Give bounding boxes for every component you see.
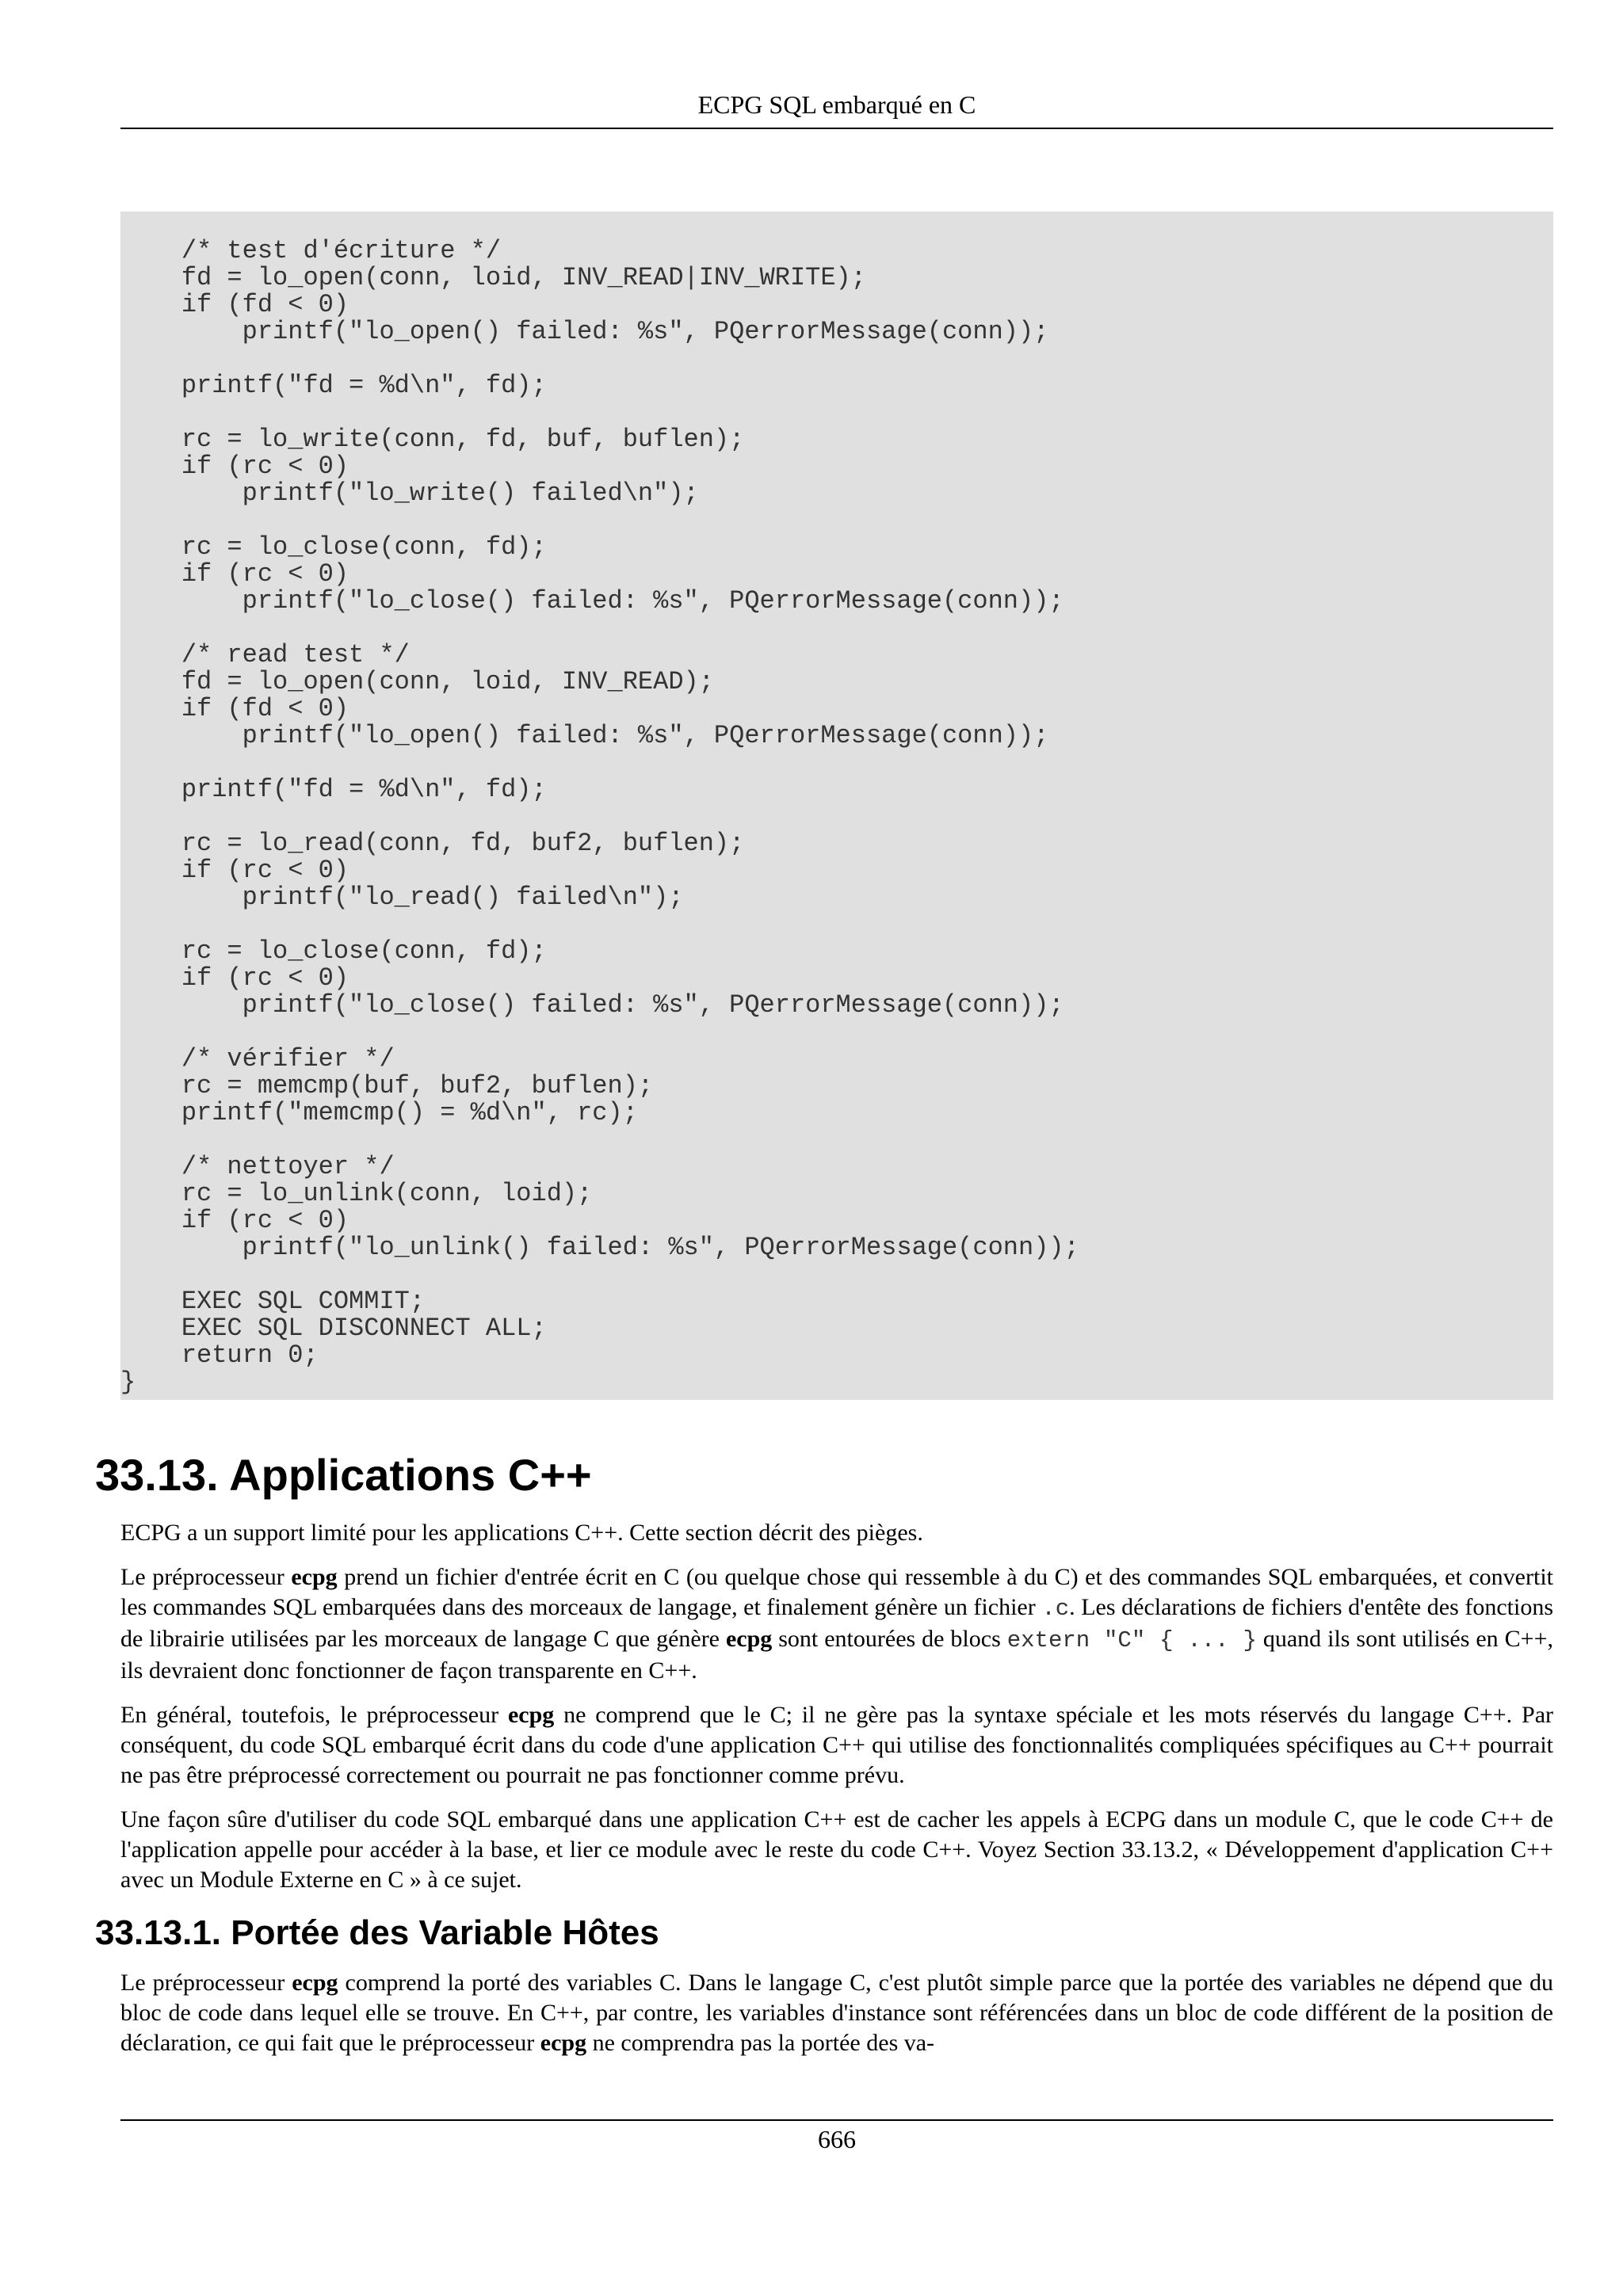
- scope-paragraph: Le préprocesseur ecpg comprend la porté des variables C. Dans le langage C, c'est plutôt simple parce que la portée des variables ne dépend que du bloc de code dans lequel elle se trouve. En C++, par contre, les variables d'instance sont référencées dans un bloc de code différent de la position de déclaration, ce qui fait que le préprocesseur ecpg ne comprendra pas la portée des va-: [120, 1970, 1553, 2056]
- main-content: [95, 1450, 1553, 2073]
- section-title: 33.13. Applications C++: [95, 1450, 592, 1500]
- header-rule: [120, 128, 1553, 129]
- inline-code: extern "C" { ... }: [1006, 1627, 1257, 1653]
- ecpg-term: ecpg: [507, 1702, 555, 1728]
- subsection-title: 33.13.1. Portée des Variable Hôtes: [95, 1913, 659, 1952]
- ecpg-term: ecpg: [725, 1626, 773, 1652]
- preprocessor-paragraph: Le préprocesseur ecpg prend un fichier d'entrée écrit en C (ou quelque chose qui ressemble à du C) et des commandes SQL embarquées, et convertit les commandes SQL embarquées dans des morceaux de langage, et finalement génère un fichier .c. Les déclarations de fichiers d'entête des fonctions de librairie utilisées par les morceaux de langage C que génère ecpg sont entourées de blocs extern "C" { ... } quand ils sont utilisés en C++, ils devraient donc fonctionner de façon transparente en C++.: [120, 1564, 1553, 1684]
- limitations-paragraph: En général, toutefois, le préprocesseur ecpg ne comprend que le C; il ne gère pas la syntaxe spéciale et les mots réservés du langage C++. Par conséquent, du code SQL embarqué écrit dans du code d'une application C++ qui utilise des fonctionnalités compliquées spécifiques au C++ pourrait ne pas être préprocessé correctement ou pourrait ne pas fonctionner comme prévu.: [120, 1702, 1553, 1788]
- page-number: 666: [818, 2125, 856, 2153]
- running-header: ECPG SQL embarqué en C: [697, 90, 976, 119]
- ecpg-term: ecpg: [540, 2030, 587, 2056]
- code-listing: [120, 212, 1553, 1400]
- inline-code: .c: [1041, 1596, 1070, 1622]
- ecpg-term: ecpg: [292, 1970, 338, 1996]
- section-intro-paragraph: ECPG a un support limité pour les applications C++. Cette section décrit des pièges.: [120, 1520, 923, 1546]
- ecpg-term: ecpg: [291, 1564, 338, 1590]
- safe-usage-paragraph: Une façon sûre d'utiliser du code SQL embarqué dans une application C++ est de cacher les appels à ECPG dans un module C, que le code C++ de l'application appelle pour accéder à la base, et lier ce module avec le reste du code C++. Voyez Section 33.13.2, « Développement d'application C++ avec un Module Externe en C » à ce sujet.: [120, 1806, 1553, 1893]
- footer-rule: [120, 2119, 1553, 2121]
- code-text: /* test d'écriture */ fd = lo_open(conn, loid, INV_READ|INV_WRITE); if (fd < 0) printf("lo_open() failed: %s", PQerrorMessage(conn)); printf("fd = %d\n", fd); rc = lo_write(conn, fd, buf, buflen); if (rc < 0) printf("lo_write() failed\n"); rc = lo_close(conn, fd); if (rc < 0) printf("lo_close() failed: %s", PQerrorMessage(conn)); /* read test */ fd = lo_open(conn, loid, INV_READ); if (fd < 0) printf("lo_open() failed: %s", PQerrorMessage(conn)); printf("fd = %d\n", fd); rc = lo_read(conn, fd, buf2, buflen); if (rc < 0) printf("lo_read() failed\n"); rc = lo_close(conn, fd); if (rc < 0) printf("lo_close() failed: %s", PQerrorMessage(conn)); /* vérifier */ rc = memcmp(buf, buf2, buflen); printf("memcmp() = %d\n", rc); /* nettoyer */ rc = lo_unlink(conn, loid); if (rc < 0) printf("lo_unlink() failed: %s", PQerrorMessage(conn)); EXEC SQL COMMIT; EXEC SQL DISCONNECT ALL; return 0; }: [120, 236, 1079, 1397]
